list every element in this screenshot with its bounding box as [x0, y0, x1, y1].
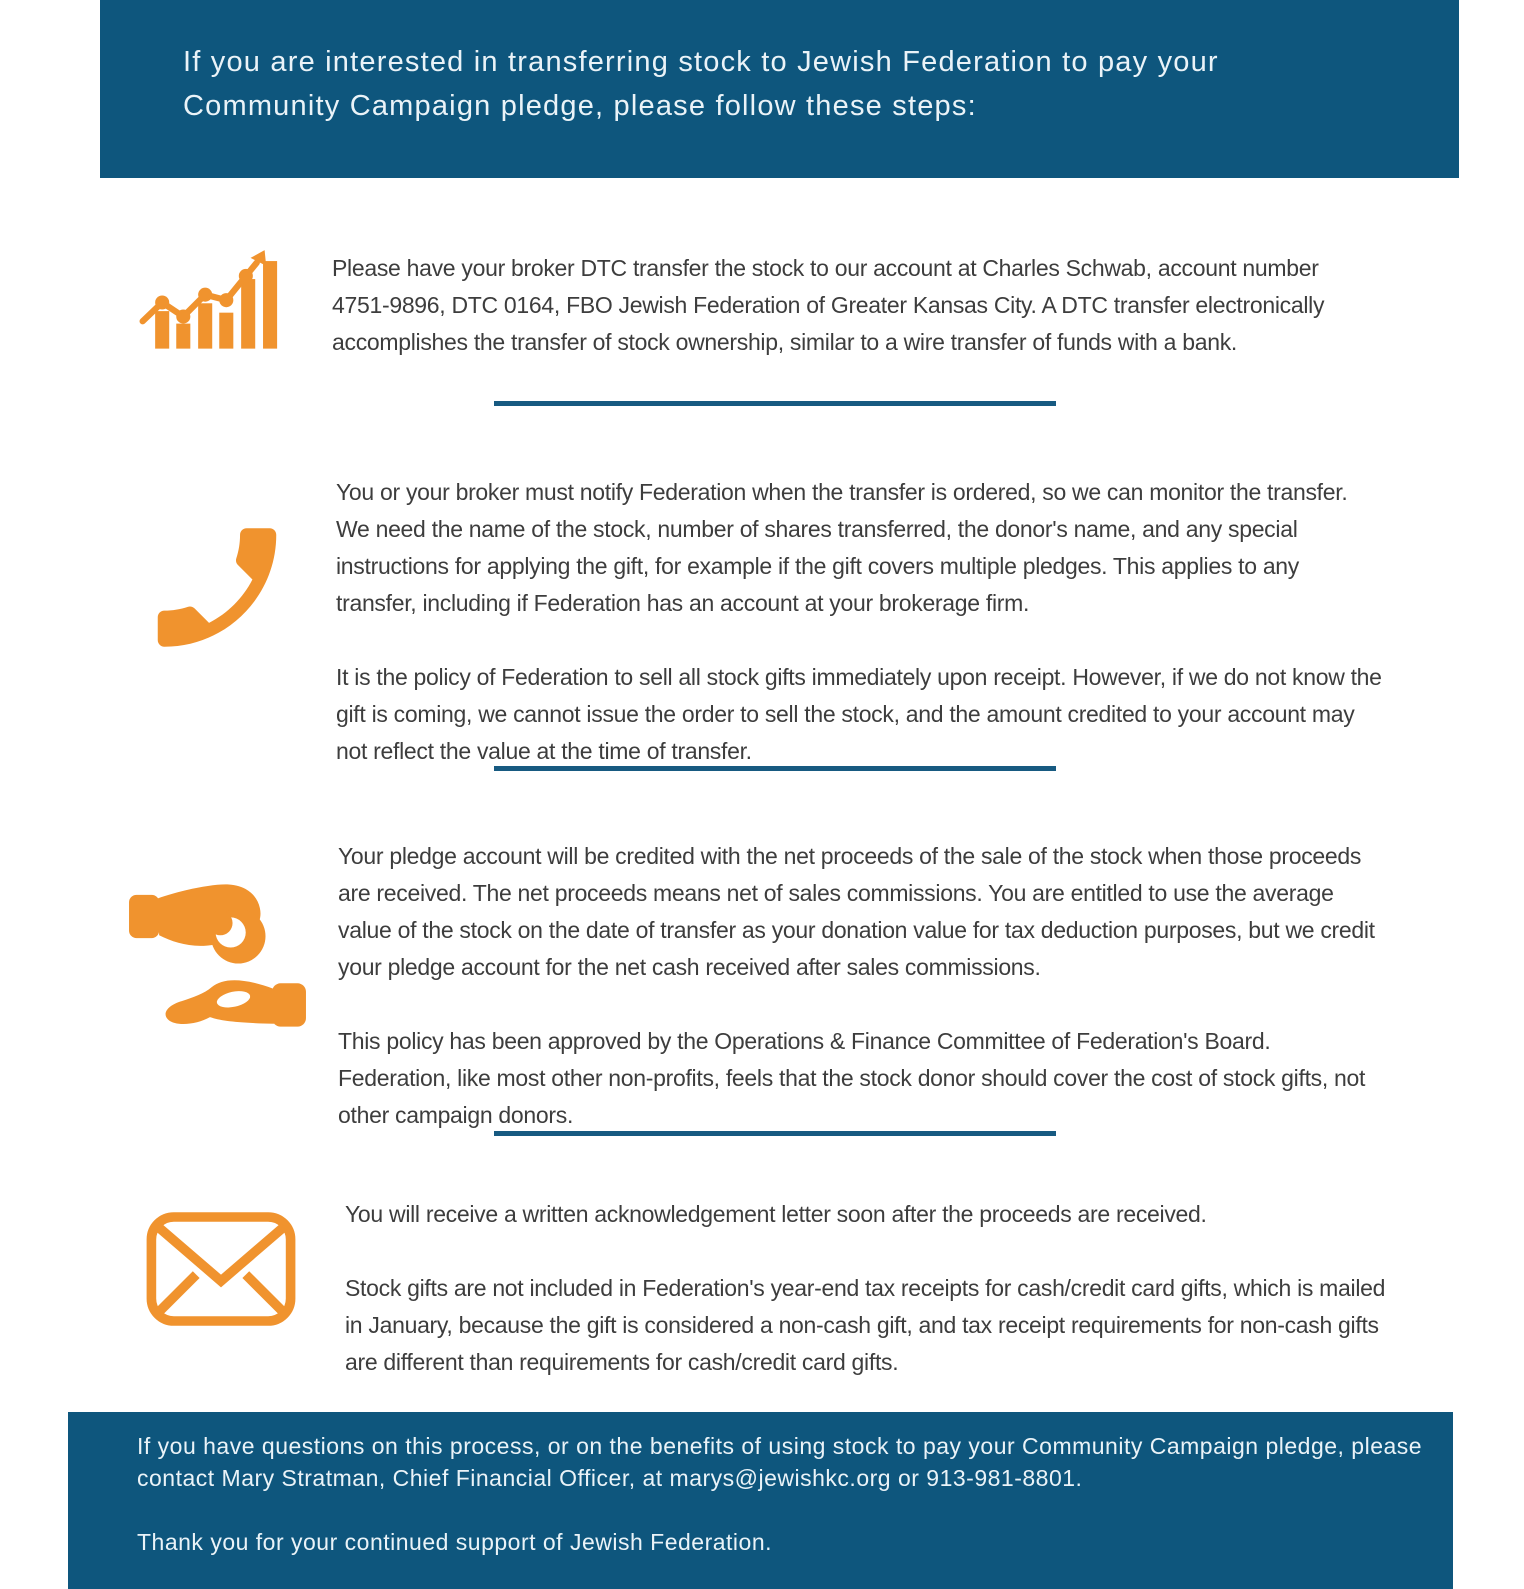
step-3-paragraph: Your pledge account will be credited with the net proceeds of the sale of the stock when those proceeds are received. The net proceeds means net of sales commissions. You are entitled to use the average value of the stock on the date of transfer as your donation value for tax deduction purposes, but we credit your pledge account for the net cash received after sales commissions. — [338, 843, 1375, 980]
envelope-icon — [145, 1203, 297, 1335]
step-3-paragraph: This policy has been approved by the Operations & Finance Committee of Federation's Board. Federation, like most other non-profits, feels that the stock donor should cover the cost of stock gifts, not other campaign donors. — [338, 1028, 1366, 1128]
footer-contact-paragraph: If you have questions on this process, or on the benefits of using stock to pay your Community Campaign pledge, please contact Mary Stratman, Chief Financial Officer, at marys@jewishkc.org or 913-981-8801. — [137, 1433, 1423, 1491]
step-4-text — [345, 1196, 1393, 1381]
step-2-paragraph: You or your broker must notify Federation when the transfer is ordered, so we can monitor the transfer. We need the name of the stock, number of shares transferred, the donor's name, and any special instructions for applying the gift, for example if the gift covers multiple pledges. This applies to any transfer, including if Federation has an account at your brokerage firm. — [336, 479, 1348, 616]
step-2-paragraph: It is the policy of Federation to sell all stock gifts immediately upon receipt. However, if we do not know the gift is coming, we cannot issue the order to sell the stock, and the amount credited to your account may not reflect the value at the time of transfer. — [336, 664, 1382, 764]
footer-band — [68, 1412, 1453, 1589]
page-title: If you are interested in transferring stock to Jewish Federation to pay your Community Campaign pledge, please follow these steps: — [183, 46, 1219, 122]
step-4-paragraph: Stock gifts are not included in Federation's year-end tax receipts for cash/credit card gifts, which is mailed in January, because the gift is considered a non-cash gift, and tax receipt requirements for non-cash gifts are different than requirements for cash/credit card gifts. — [345, 1275, 1386, 1375]
section-divider — [494, 1131, 1056, 1136]
phone-icon — [138, 500, 296, 675]
footer-thanks-paragraph: Thank you for your continued support of Jewish Federation. — [137, 1529, 773, 1555]
step-1-text — [332, 250, 1380, 361]
step-1-paragraph: Please have your broker DTC transfer the stock to our account at Charles Schwab, account number 4751-9896, DTC 0164, FBO Jewish Federation of Greater Kansas City. A DTC transfer electronically accomplishes the transfer of stock ownership, similar to a wire transfer of funds with a bank. — [332, 255, 1325, 355]
stock-growth-chart-icon — [127, 240, 299, 365]
step-2-text — [336, 474, 1384, 770]
section-divider — [494, 401, 1056, 406]
footer-text — [137, 1430, 1427, 1558]
section-divider — [494, 766, 1056, 771]
step-4-paragraph: You will receive a written acknowledgement letter soon after the proceeds are received. — [345, 1201, 1207, 1227]
step-3-text — [338, 838, 1386, 1134]
header-band — [100, 0, 1459, 178]
hand-giving-coin-icon — [120, 876, 315, 1036]
